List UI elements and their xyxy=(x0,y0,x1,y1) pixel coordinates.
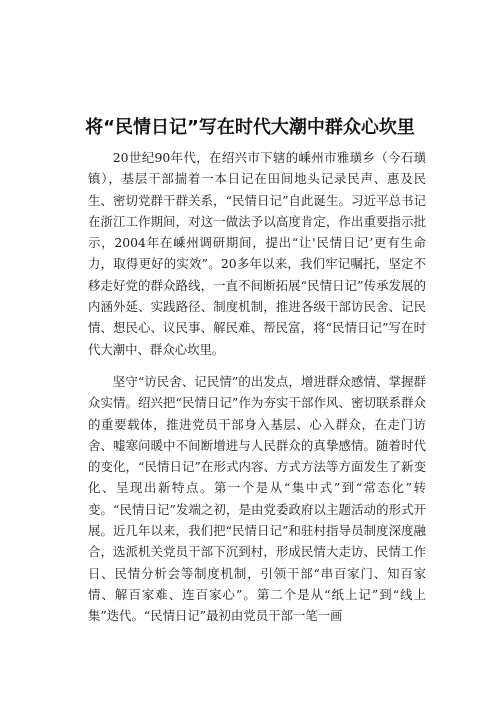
document-body xyxy=(88,147,426,627)
paragraph-1: 20世纪90年代，在绍兴市下辖的嵊州市雅璜乡（今石璜镇），基层干部揣着一本日记在田间地头记录民声、惠及民生、密切党群干群关系，“民情日记”自此诞生。习近平总书记在浙江工作期间，对这一做法予以高度肯定，作出重要指示批示，2004年在嵊州调研期间，提出“让'民情日记’更有生命力，取得更好的实效”。20多年以来，我们牢记嘱托，坚定不移走好党的群众路线，一直不间断拓展“民情日记”传承发展的内涵外延、实践路径、制度机制，推进各级干部访民舍、记民情、想民心、议民事、解民难、帮民富，将“民情日记”写在时代大潮中、群众心坎里。 xyxy=(88,150,426,357)
document-title: 将“民情日记”写在时代大潮中群众心坎里 xyxy=(85,117,415,138)
paragraph-2: 坚守“访民舍、记民情”的出发点，增进群众感情、掌握群众实情。绍兴把“民情日记”作为夯实干部作风、密切联系群众的重要载体，推进党员干部身入基层、心入群众，在走门访舍、嘘寒问暖中不间断增进与人民群众的真挚感情。随着时代的变化，“民情日记”在形式内容、方式方法等方面发生了新变化、呈现出新特点。第一个是从“集中式”到“常态化”转变。“民情日记”发端之初，是由党委政府以主题活动的形式开展。近几年以来，我们把“民情日记”和驻村指导员制度深度融合，选派机关党员干部下沉到村，形成民情大走访、民情工作日、民情分析会等制度机制，引领干部“串百家门、知百家情、解百家难、连百家心”。第二个是从“纸上记”到“线上集”迭代。“民情日记”最初由党员干部一笔一画 xyxy=(88,373,426,624)
